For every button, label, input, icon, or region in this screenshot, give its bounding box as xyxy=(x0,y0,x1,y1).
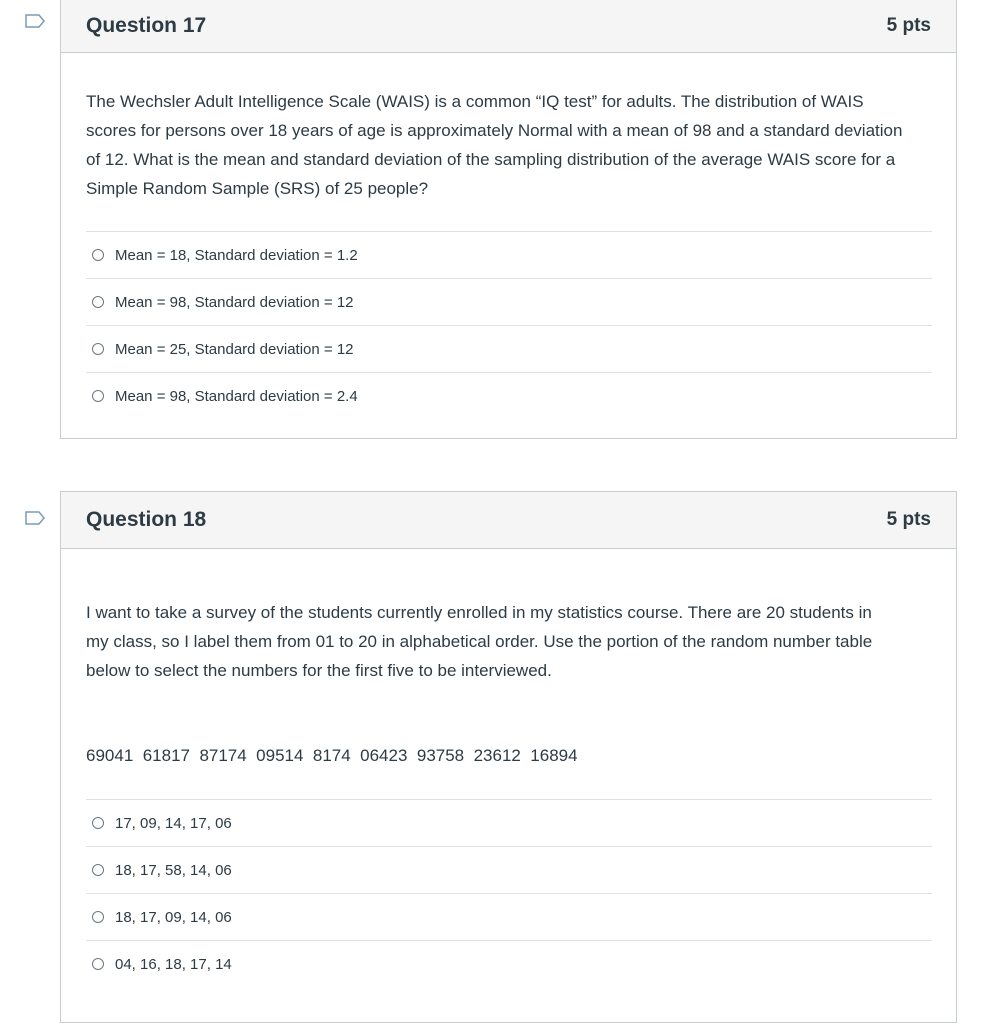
radio-button[interactable] xyxy=(92,817,104,829)
answer-option[interactable] xyxy=(86,231,932,278)
radio-button[interactable] xyxy=(92,864,104,876)
question-header xyxy=(61,492,956,549)
flag-question-icon[interactable] xyxy=(25,511,45,525)
question-text: The Wechsler Adult Intelligence Scale (WAIS) is a common “IQ test” for adults. The distribution of WAIS scores for persons over 18 years of age is approximately Normal with a mean of 98 and a standard deviation of 12. What is the mean and standard deviation of the sampling distribution of the average WAIS score for a Simple Random Sample (SRS) of 25 people? xyxy=(86,92,903,198)
question-header xyxy=(61,0,956,53)
radio-button[interactable] xyxy=(92,958,104,970)
option-label: Mean = 98, Standard deviation = 12 xyxy=(115,293,354,311)
option-label: 18, 17, 09, 14, 06 xyxy=(115,908,232,926)
radio-button[interactable] xyxy=(92,249,104,261)
option-label: 04, 16, 18, 17, 14 xyxy=(115,955,232,973)
radio-button[interactable] xyxy=(92,911,104,923)
option-label: Mean = 25, Standard deviation = 12 xyxy=(115,340,354,358)
random-number-table: 69041 61817 87174 09514 8174 06423 93758 23612 16894 xyxy=(86,746,578,765)
answer-options xyxy=(86,799,932,987)
radio-button[interactable] xyxy=(92,343,104,355)
answer-option[interactable] xyxy=(86,278,932,325)
answer-option[interactable] xyxy=(86,940,932,987)
answer-option[interactable] xyxy=(86,372,932,419)
question-title: Question 18 xyxy=(86,508,207,531)
answer-option[interactable] xyxy=(86,799,932,846)
question-18-card xyxy=(60,491,957,1023)
option-label: 18, 17, 58, 14, 06 xyxy=(115,861,232,879)
radio-button[interactable] xyxy=(92,390,104,402)
radio-button[interactable] xyxy=(92,296,104,308)
option-label: Mean = 18, Standard deviation = 1.2 xyxy=(115,246,358,264)
option-label: 17, 09, 14, 17, 06 xyxy=(115,814,232,832)
option-label: Mean = 98, Standard deviation = 2.4 xyxy=(115,387,358,405)
question-points: 5 pts xyxy=(886,14,931,36)
answer-option[interactable] xyxy=(86,893,932,940)
flag-question-icon[interactable] xyxy=(25,14,45,28)
question-17-card xyxy=(60,0,957,439)
answer-options xyxy=(86,231,932,419)
question-title: Question 17 xyxy=(86,13,207,37)
question-text: I want to take a survey of the students currently enrolled in my statistics course. There are 20 students in my class, so I label them from 01 to 20 in alphabetical order. Use the portion of the random number table below to select the numbers for the first five to be interviewed. xyxy=(86,603,873,680)
answer-option[interactable] xyxy=(86,846,932,893)
answer-option[interactable] xyxy=(86,325,932,372)
question-points: 5 pts xyxy=(886,509,931,530)
